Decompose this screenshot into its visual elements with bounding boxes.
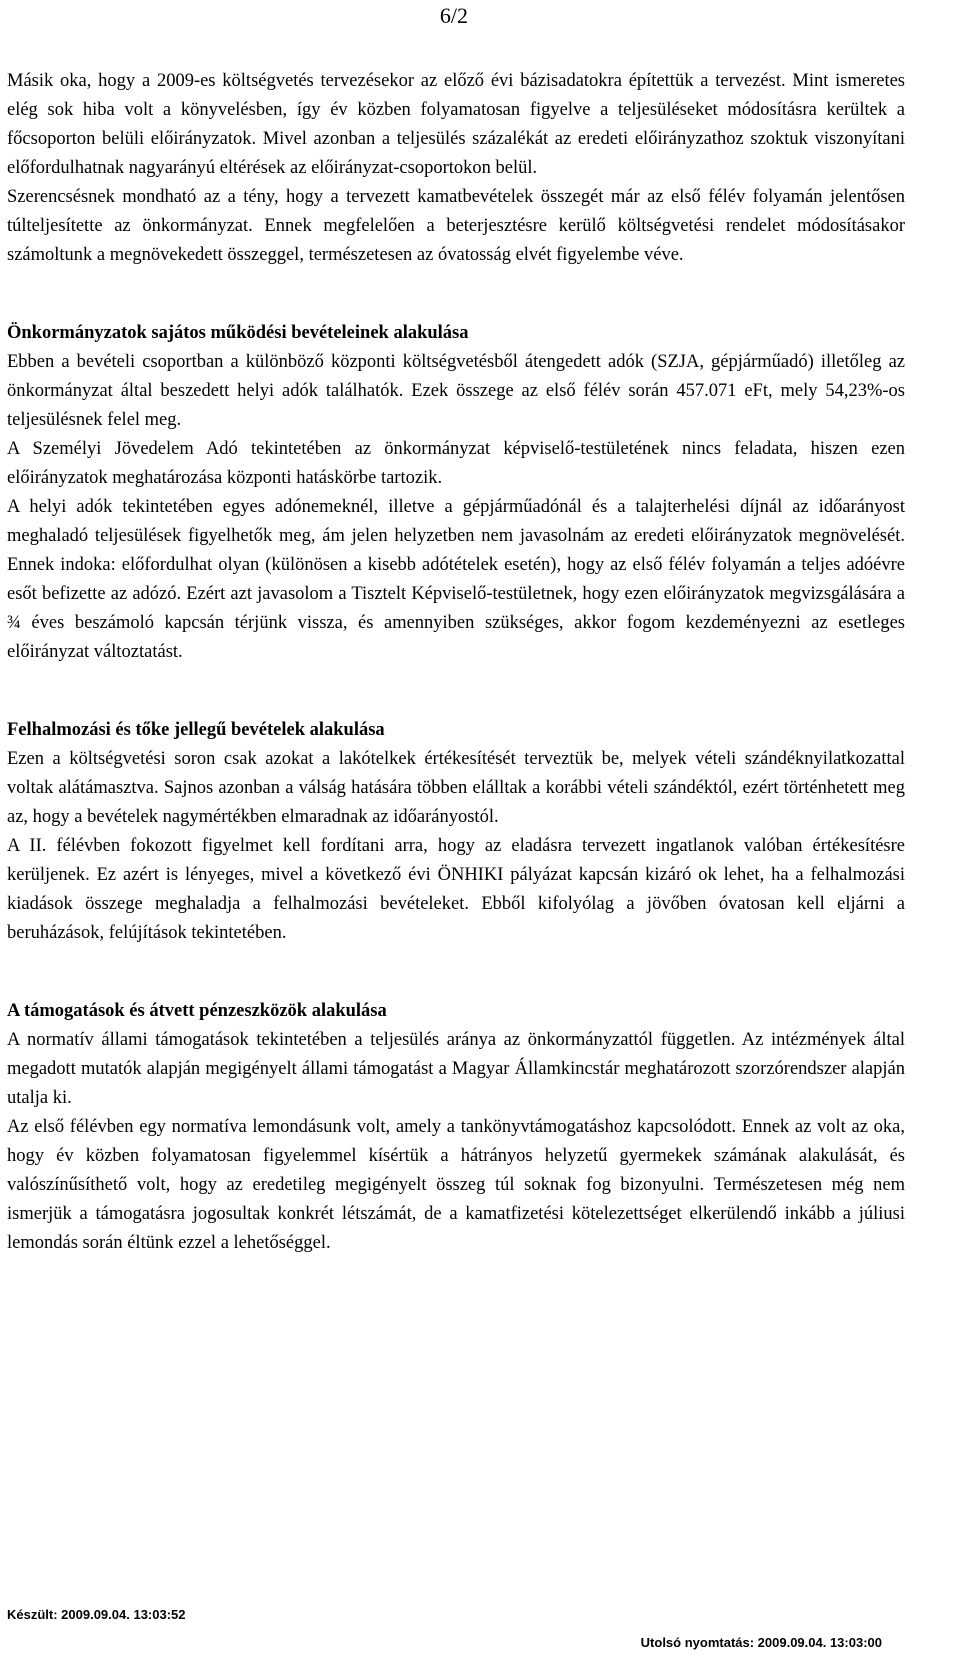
section-2-paragraph-1: Ezen a költségvetési soron csak azokat a lakótelkek értékesítését terveztük be, melyek vételi szándéknyilatkozattal voltak alátámasztva. Sajnos azonban a válság hatására többen elálltak a korábbi vételi szándéktól, ezért történhetett meg az, hogy a bevételek nagymértékben elmaradnak az időarányostól. [7, 749, 905, 827]
intro-paragraph-1: Másik oka, hogy a 2009-es költségvetés tervezésekor az előző évi bázisadatokra építettük a tervezést. Mint ismeretes elég sok hiba volt a könyvelésben, így év közben folyamatosan figyelve a teljesüléseket módosításra kerültek a főcsoporton belüli előirányzatok. Mivel azonban a teljesülés százalékát az eredeti előirányzathoz szoktuk viszonyítani előfordulhatnak nagyarányú eltérések az előirányzat-csoportokon belül. [7, 71, 905, 178]
section-heading-subsidies: A támogatások és átvett pénzeszközök alakulása [7, 1001, 387, 1021]
section-1-paragraph-2: A Személyi Jövedelem Adó tekintetében az önkormányzat képviselő-testületének nincs feladata, hiszen ezen előirányzatok meghatározása központi hatáskörbe tartozik. [7, 439, 905, 488]
section-heading-operating-revenues: Önkormányzatok sajátos működési bevételeinek alakulása [7, 323, 469, 343]
section-3-paragraph-2: Az első félévben egy normatíva lemondásunk volt, amely a tankönyvtámogatáshoz kapcsolódott. Ennek az volt az oka, hogy év közben folyamatosan figyelemmel kísértük a hátrányos helyzetű gyermekek számának alakulását, és valószínűsíthető volt, hogy az eredetileg megigényelt összeg túl soknak fog bizonyulni. Természetesen még nem ismerjük a támogatásra jogosultak konkrét létszámát, de a kamatfizetési kötelezettséget elkerülendő inkább a júliusi lemondás során éltünk ezzel a lehetőséggel. [7, 1117, 905, 1253]
page-number: 6/2 [439, 3, 468, 28]
section-1-paragraph-3: A helyi adók tekintetében egyes adónemeknél, illetve a gépjárműadónál és a talajterhelési díjnál az időarányost meghaladó teljesülések figyelhetők meg, ám jelen helyzetben nem javasolnám az eredeti előirányzatok megnövelését. Ennek indoka: előfordulhat olyan (különösen a kisebb adótételek esetén), hogy az első félév folyamán a teljes adóévre esőt befizette az adózó. Ezért azt javasolom a Tisztelt Képviselő-testületnek, hogy ezen előirányzatok megvizsgálására a ¾ éves beszámoló kapcsán térjünk vissza, és amennyiben szükséges, akkor fogom kezdeményezni az esetleges előirányzat változtatást. [7, 497, 905, 662]
section-spacer [7, 948, 905, 997]
section-spacer [7, 667, 905, 716]
document-body [7, 67, 905, 1258]
section-2-paragraph-2: A II. félévben fokozott figyelmet kell fordítani arra, hogy az eladásra tervezett ingatlanok valóban értékesítésre kerüljenek. Ez azért is lényeges, mivel a következő évi ÖNHIKI pályázat kapcsán kizáró ok lehet, ha a felhalmozási kiadások összege meghaladja a felhalmozási bevételeket. Ebből kifolyólag a jövőben óvatosan kell eljárni a beruházások, felújítások tekintetében. [7, 836, 905, 943]
section-1-paragraph-1: Ebben a bevételi csoportban a különböző központi költségvetésből átengedett adók (SZJA, gépjárműadó) illetőleg az önkormányzat által beszedett helyi adók találhatók. Ezek összege az első félév során 457.071 eFt, mely 54,23%-os teljesülésnek felel meg. [7, 352, 905, 430]
footer-printed-timestamp: Utolsó nyomtatás: 2009.09.04. 13:03:00 [640, 1635, 882, 1650]
section-3-paragraph-1: A normatív állami támogatások tekintetében a teljesülés aránya az önkormányzattól független. Az intézmények által megadott mutatók alapján megigényelt állami támogatást a Magyar Államkincstár meghatározott szorzórendszer alapján utalja ki. [7, 1030, 905, 1108]
section-spacer [7, 270, 905, 319]
intro-paragraph-2: Szerencsésnek mondható az a tény, hogy a tervezett kamatbevételek összegét már az első félév folyamán jelentősen túlteljesítette az önkormányzat. Ennek megfelelően a beterjesztésre kerülő költségvetési rendelet módosításakor számoltunk a megnövekedett összeggel, természetesen az óvatosság elvét figyelembe véve. [7, 187, 905, 265]
section-heading-capital-revenues: Felhalmozási és tőke jellegű bevételek alakulása [7, 720, 385, 740]
footer-created-timestamp: Készült: 2009.09.04. 13:03:52 [7, 1607, 186, 1622]
